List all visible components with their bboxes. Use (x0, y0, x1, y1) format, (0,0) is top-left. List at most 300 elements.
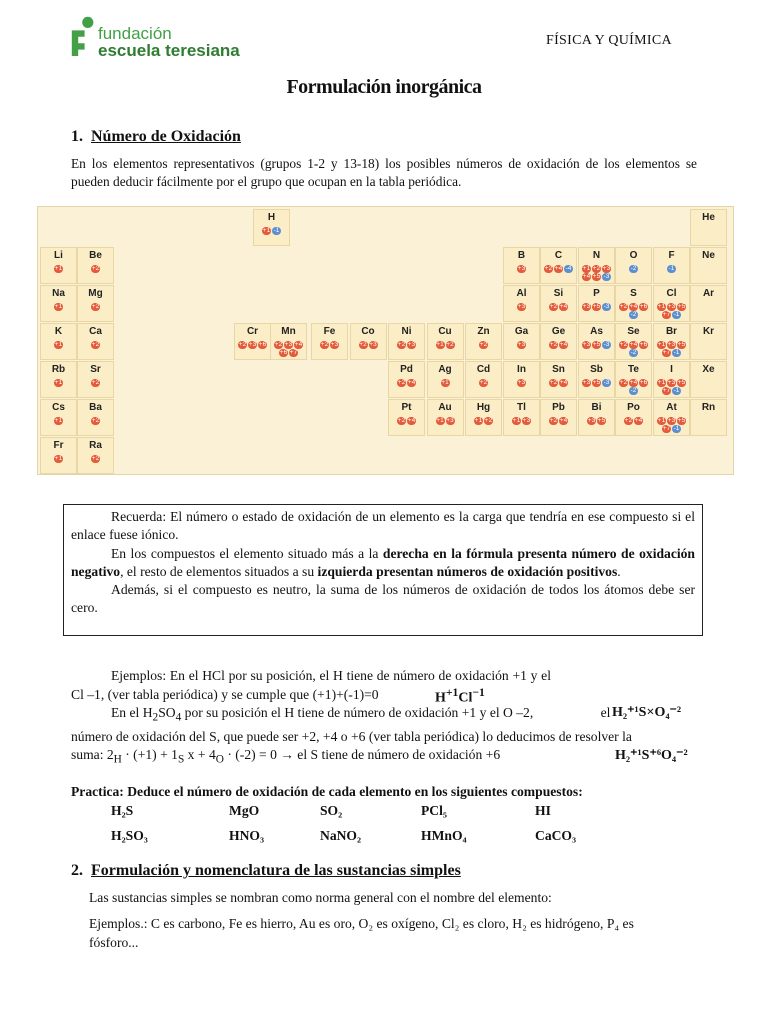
element-sn (540, 361, 577, 398)
oxidation-badge: +1 (54, 341, 63, 348)
oxidation-badge: +3 (582, 303, 591, 310)
oxidation-badge: +5 (597, 417, 606, 424)
oxidation-badge: +2 (619, 303, 628, 310)
element-symbol: Be (89, 250, 102, 261)
oxidation-badge: -2 (630, 311, 637, 318)
oxidation-badge: +4 (559, 341, 568, 348)
oxidation-states (43, 455, 74, 463)
element-fr (40, 437, 77, 474)
oxidation-states (43, 417, 74, 425)
section1-heading (71, 128, 241, 146)
oxidation-badge: +3 (667, 303, 676, 310)
oxidation-badge: +3 (602, 265, 611, 272)
oxidation-states (391, 379, 422, 387)
element-s (615, 285, 652, 322)
oxidation-badge: +4 (629, 303, 638, 310)
element-as (578, 323, 615, 360)
oxidation-states (581, 303, 612, 311)
element-symbol: Cl (666, 288, 677, 299)
oxidation-badge: +6 (639, 303, 648, 310)
element-au (427, 399, 464, 436)
element-symbol: He (702, 212, 715, 223)
element-po (615, 399, 652, 436)
element-i (653, 361, 690, 398)
oxidation-badge: +7 (662, 349, 671, 356)
element-symbol: P (593, 288, 600, 299)
element-symbol: Sr (90, 364, 101, 375)
element-symbol: S (630, 288, 637, 299)
element-symbol: Sn (552, 364, 565, 375)
oxidation-states (656, 265, 687, 273)
section1-title: Número de Oxidación (91, 128, 241, 145)
oxidation-badge: +6 (639, 341, 648, 348)
element-symbol: Pt (401, 402, 412, 413)
oxidation-states (618, 379, 649, 395)
oxidation-badge: +2 (91, 417, 100, 424)
oxidation-badge: +3 (369, 341, 377, 348)
oxidation-badge: +4 (582, 273, 591, 280)
element-symbol: Ca (89, 326, 102, 337)
oxidation-states (506, 303, 537, 311)
oxidation-badge: -2 (630, 387, 637, 394)
formula-h2so4-x: H₂⁺¹S×O₄⁻² (612, 705, 682, 720)
section2-p2: Ejemplos.: C es carbono, Fe es hierro, Au es oro, O₂ es oxígeno, Cl₂ es cloro, H₂ es hidrógeno, P₄ es fósforo... (89, 916, 634, 950)
element-symbol: Cr (246, 326, 259, 337)
logo-icon (67, 12, 99, 60)
oxidation-states (581, 379, 612, 387)
element-symbol: K (54, 326, 63, 337)
compound: H₂SO₃ (111, 828, 148, 843)
element-zn (465, 323, 502, 360)
element-fe (311, 323, 348, 360)
oxidation-states (430, 379, 461, 387)
element-symbol: Cu (438, 326, 452, 337)
oxidation-badge: +1 (657, 417, 666, 424)
oxidation-states (80, 341, 111, 349)
element-li (40, 247, 77, 284)
oxidation-badge: +1 (54, 455, 63, 462)
oxidation-badge: +1 (54, 265, 63, 272)
oxidation-badge: +2 (91, 455, 100, 462)
element-symbol: Zn (477, 326, 490, 337)
element-symbol: Rn (701, 402, 716, 413)
oxidation-badge: +3 (667, 417, 676, 424)
oxidation-states (656, 303, 687, 319)
element-symbol: Cd (476, 364, 491, 375)
oxidation-states (430, 341, 461, 349)
oxidation-states (391, 417, 422, 425)
element-ne (690, 247, 727, 284)
oxidation-badge: +2 (549, 379, 558, 386)
oxidation-badge: +3 (582, 341, 591, 348)
compound: SO₂ (320, 803, 343, 818)
element-symbol: Na (52, 288, 65, 299)
element-te (615, 361, 652, 398)
oxidation-badge: +2 (91, 303, 100, 310)
oxidation-states (314, 341, 345, 349)
element-symbol: Si (553, 288, 564, 299)
oxidation-badge: +1 (54, 303, 63, 310)
oxidation-badge: +2 (624, 417, 633, 424)
element-pb (540, 399, 577, 436)
element-symbol: Se (627, 326, 640, 337)
element-at (653, 399, 690, 436)
oxidation-badge: +3 (582, 379, 591, 386)
oxidation-badge: +2 (359, 341, 367, 348)
recuerda-p2: En los compuestos el elemento situado más a la derecha en la fórmula presenta número de oxidación negativo, el resto de elementos situados a su izquierda presentan números de oxidación positivos. (71, 545, 695, 579)
page-title: Formulación inorgánica (286, 76, 482, 98)
oxidation-states (43, 303, 74, 311)
element-sb (578, 361, 615, 398)
oxidation-states (506, 417, 537, 425)
compound: HI (535, 803, 551, 818)
oxidation-states (543, 341, 574, 349)
oxidation-states (80, 417, 111, 425)
oxidation-badge: +2 (320, 341, 329, 348)
element-symbol: Bi (591, 402, 602, 413)
compound: HNO₃ (229, 828, 265, 843)
oxidation-states (581, 265, 612, 281)
section2-heading (71, 862, 461, 880)
section1-intro: En los elementos representativos (grupos 1-2 y 13-18) los posibles números de oxidación de los elementos se pueden deducir fácilmente por el grupo que ocupan en la tabla periódica. (71, 156, 697, 189)
formula-h2so4-6: H₂⁺¹S⁺⁶O₄⁻² (615, 748, 688, 763)
subject-label: FÍSICA Y QUÍMICA (546, 33, 672, 48)
element-hg (465, 399, 502, 436)
oxidation-badge: -2 (630, 265, 637, 272)
oxidation-badge: +4 (634, 417, 643, 424)
oxidation-badge: +2 (479, 379, 488, 386)
element-symbol: F (668, 250, 675, 261)
section2-title: Formulación y nomenclatura de las sustancias simples (91, 862, 461, 879)
element-mg (77, 285, 114, 322)
oxidation-badge: +2 (446, 341, 454, 348)
element-ca (77, 323, 114, 360)
element-symbol: Pb (552, 402, 565, 413)
element-symbol: Au (438, 402, 452, 413)
oxidation-badge: +4 (629, 379, 638, 386)
compound: CaCO₃ (535, 828, 577, 843)
oxidation-badge: +5 (592, 303, 601, 310)
oxidation-states (468, 341, 499, 349)
element-c (540, 247, 577, 284)
oxidation-badge: +1 (474, 417, 483, 424)
oxidation-states (43, 341, 74, 349)
oxidation-badge: +3 (517, 341, 526, 348)
element-symbol: Cs (52, 402, 65, 413)
element-ni (388, 323, 425, 360)
oxidation-states (543, 265, 574, 273)
element-symbol: O (629, 250, 638, 261)
section2-p1: Las sustancias simples se nombran como norma general con el nombre del elemento: (89, 890, 552, 905)
oxidation-states (506, 341, 537, 349)
element-symbol: I (670, 364, 673, 375)
oxidation-badge: -3 (603, 273, 610, 280)
element-bi (578, 399, 615, 436)
element-b (503, 247, 540, 284)
oxidation-states (468, 417, 499, 425)
oxidation-badge: +1 (657, 303, 666, 310)
oxidation-states (43, 379, 74, 387)
element-symbol: Ar (702, 288, 715, 299)
oxidation-badge: +7 (662, 387, 671, 394)
oxidation-states (256, 227, 287, 235)
oxidation-states (237, 341, 268, 349)
oxidation-badge: -1 (273, 227, 280, 234)
element-symbol: Rb (51, 364, 66, 375)
compound: MgO (229, 803, 260, 818)
oxidation-badge: +1 (54, 417, 63, 424)
oxidation-badge: +2 (549, 341, 558, 348)
oxidation-states (656, 417, 687, 433)
element-sr (77, 361, 114, 398)
ejemplos-block (71, 667, 701, 769)
oxidation-badge: +2 (484, 417, 493, 424)
oxidation-badge: +2 (549, 417, 558, 424)
oxidation-badge: +2 (544, 265, 553, 272)
element-kr (690, 323, 727, 360)
practica-heading: Practica: Deduce el número de oxidación de cada elemento en los siguientes compuestos: (71, 784, 583, 799)
oxidation-badge: +3 (522, 417, 531, 424)
oxidation-badge: +6 (639, 379, 648, 386)
element-symbol: Kr (702, 326, 715, 337)
section2-number: 2. (71, 862, 83, 879)
element-si (540, 285, 577, 322)
oxidation-badge: +1 (657, 379, 666, 386)
oxidation-badge: +2 (619, 341, 628, 348)
ejemplo-h2so4-line2: número de oxidación del S, que puede ser +2, +4 o +6 (ver tabla periódica) lo deducimos de resolver la (71, 728, 632, 744)
section1-number: 1. (71, 128, 83, 145)
element-he (690, 209, 727, 246)
ejemplo-hcl: Ejemplos: En el HCl por su posición, el H tiene de número de oxidación +1 y el Cl –1, (ver tabla periódica) y se cumple que (+1)+(-1)=0 (71, 668, 551, 702)
element-cd (465, 361, 502, 398)
oxidation-badge: -1 (668, 265, 675, 272)
element-symbol: Li (54, 250, 63, 261)
oxidation-badge: -2 (630, 349, 637, 356)
oxidation-badge: +5 (677, 341, 686, 348)
oxidation-badge: +3 (587, 417, 596, 424)
oxidation-badge: +3 (446, 417, 454, 424)
oxidation-badge: +2 (397, 417, 406, 424)
element-f (653, 247, 690, 284)
oxidation-badge: +4 (407, 379, 416, 386)
element-symbol: At (666, 402, 677, 413)
oxidation-badge: +2 (397, 379, 406, 386)
oxidation-badge: +3 (248, 341, 257, 348)
oxidation-states (80, 379, 111, 387)
oxidation-badge: +5 (592, 273, 601, 280)
oxidation-badge: +3 (667, 379, 676, 386)
element-br (653, 323, 690, 360)
element-symbol: Ni (401, 326, 412, 337)
oxidation-badge: +3 (330, 341, 339, 348)
oxidation-states (618, 265, 649, 273)
element-symbol: Pd (400, 364, 413, 375)
element-ra (77, 437, 114, 474)
element-rb (40, 361, 77, 398)
oxidation-states (506, 379, 537, 387)
oxidation-badge: +1 (436, 341, 444, 348)
element-symbol: Al (516, 288, 527, 299)
oxidation-badge: +2 (91, 265, 100, 272)
element-tl (503, 399, 540, 436)
element-symbol: Mn (281, 326, 296, 337)
element-al (503, 285, 540, 322)
oxidation-badge: +1 (441, 379, 449, 386)
element-xe (690, 361, 727, 398)
element-ga (503, 323, 540, 360)
oxidation-states (468, 379, 499, 387)
element-cr (234, 323, 271, 360)
element-ag (427, 361, 464, 398)
element-ar (690, 285, 727, 322)
element-symbol: Mg (88, 288, 103, 299)
oxidation-badge: +3 (517, 265, 526, 272)
logo-line1: fundación (98, 24, 172, 43)
recuerda-box (63, 504, 703, 636)
oxidation-states (656, 379, 687, 395)
compound: NaNO₂ (320, 828, 362, 843)
oxidation-badge: -3 (603, 303, 610, 310)
oxidation-badge: +4 (294, 341, 303, 348)
oxidation-badge: +2 (91, 379, 100, 386)
oxidation-states (80, 303, 111, 311)
oxidation-badge: +4 (407, 417, 416, 424)
formula-hcl: $H^{+1}Cl^{-1}$ (435, 686, 485, 706)
element-symbol: Fe (323, 326, 336, 337)
element-p (578, 285, 615, 322)
element-pt (388, 399, 425, 436)
oxidation-badge: +3 (284, 341, 293, 348)
oxidation-badge: +2 (274, 341, 283, 348)
recuerda-p1: Recuerda: El número o estado de oxidación de un elemento es la carga que tendría en ese compuesto si el enlace fuese iónico. (71, 509, 695, 543)
oxidation-badge: +5 (677, 303, 686, 310)
oxidation-states (618, 303, 649, 319)
oxidation-badge: -3 (603, 341, 610, 348)
oxidation-states (353, 341, 384, 349)
oxidation-states (656, 341, 687, 357)
oxidation-badge: +2 (619, 379, 628, 386)
element-cu (427, 323, 464, 360)
oxidation-states (581, 417, 612, 425)
oxidation-badge: +2 (549, 303, 558, 310)
oxidation-badge: +6 (258, 341, 267, 348)
oxidation-badge: +4 (559, 417, 568, 424)
oxidation-badge: +3 (517, 379, 526, 386)
oxidation-badge: +6 (279, 349, 288, 356)
element-k (40, 323, 77, 360)
oxidation-badge: +5 (592, 379, 601, 386)
element-symbol: Hg (476, 402, 491, 413)
oxidation-badge: +1 (262, 227, 271, 234)
element-rn (690, 399, 727, 436)
oxidation-badge: +5 (677, 417, 686, 424)
oxidation-badge: +3 (667, 341, 676, 348)
oxidation-states (43, 265, 74, 273)
element-symbol: Sb (590, 364, 603, 375)
element-co (350, 323, 387, 360)
element-symbol: B (517, 250, 526, 261)
oxidation-badge: -1 (673, 425, 680, 432)
oxidation-badge: +1 (54, 379, 63, 386)
oxidation-states (506, 265, 537, 273)
element-symbol: Br (665, 326, 678, 337)
element-cs (40, 399, 77, 436)
element-in (503, 361, 540, 398)
oxidation-badge: +4 (559, 379, 568, 386)
oxidation-badge: +3 (517, 303, 526, 310)
oxidation-states (618, 417, 649, 425)
oxidation-states (80, 265, 111, 273)
oxidation-badge: +4 (554, 265, 563, 272)
oxidation-states (543, 417, 574, 425)
element-symbol: Ag (438, 364, 452, 375)
element-pd (388, 361, 425, 398)
oxidation-badge: +3 (407, 341, 416, 348)
ejemplo-h2so4-line1: En el $H_2SO_4$ por su posición el H tiene de número de oxidación +1 y el O –2, el (111, 705, 611, 724)
compound: PCl₅ (421, 803, 447, 818)
element-cl (653, 285, 690, 322)
oxidation-badge: +7 (662, 311, 671, 318)
element-se (615, 323, 652, 360)
element-mn (270, 323, 307, 360)
oxidation-badge: -4 (565, 265, 572, 272)
oxidation-badge: -1 (673, 311, 680, 318)
element-symbol: Ga (514, 326, 529, 337)
oxidation-badge: +2 (592, 265, 601, 272)
oxidation-states (543, 379, 574, 387)
element-symbol: As (590, 326, 603, 337)
oxidation-badge: +2 (91, 341, 100, 348)
oxidation-states (581, 341, 612, 349)
element-symbol: Te (628, 364, 639, 375)
element-symbol: Ba (89, 402, 102, 413)
element-ge (540, 323, 577, 360)
element-symbol: Ne (702, 250, 715, 261)
oxidation-badge: +5 (677, 379, 686, 386)
compound: H₂S (111, 803, 134, 818)
element-n (578, 247, 615, 284)
oxidation-badge: -1 (673, 349, 680, 356)
oxidation-badge: +7 (289, 349, 298, 356)
oxidation-badge: +1 (512, 417, 521, 424)
periodic-table (37, 206, 734, 475)
ejemplo-h2so4-line3: suma: $2_H \cdot (+1) + 1_S$ $x + 4_O \cdot (-2) = 0$ → el S tiene de número de oxidación +6 (71, 747, 501, 766)
element-symbol: Co (361, 326, 375, 337)
element-symbol: Xe (702, 364, 715, 375)
element-ba (77, 399, 114, 436)
element-symbol: C (554, 250, 563, 261)
element-na (40, 285, 77, 322)
element-symbol: N (592, 250, 601, 261)
logo-line2: escuela teresiana (98, 41, 240, 60)
oxidation-badge: +4 (629, 341, 638, 348)
oxidation-states (80, 455, 111, 463)
element-symbol: Ra (89, 440, 102, 451)
oxidation-states (618, 341, 649, 357)
element-symbol: H (267, 212, 276, 223)
oxidation-badge: +1 (657, 341, 666, 348)
element-be (77, 247, 114, 284)
oxidation-badge: -3 (603, 379, 610, 386)
oxidation-badge: +1 (436, 417, 444, 424)
oxidation-badge: +2 (397, 341, 406, 348)
compound: HMnO₄ (421, 828, 467, 843)
oxidation-states (391, 341, 422, 349)
element-symbol: Po (627, 402, 640, 413)
oxidation-states (543, 303, 574, 311)
element-symbol: Ge (551, 326, 566, 337)
oxidation-badge: +4 (559, 303, 568, 310)
